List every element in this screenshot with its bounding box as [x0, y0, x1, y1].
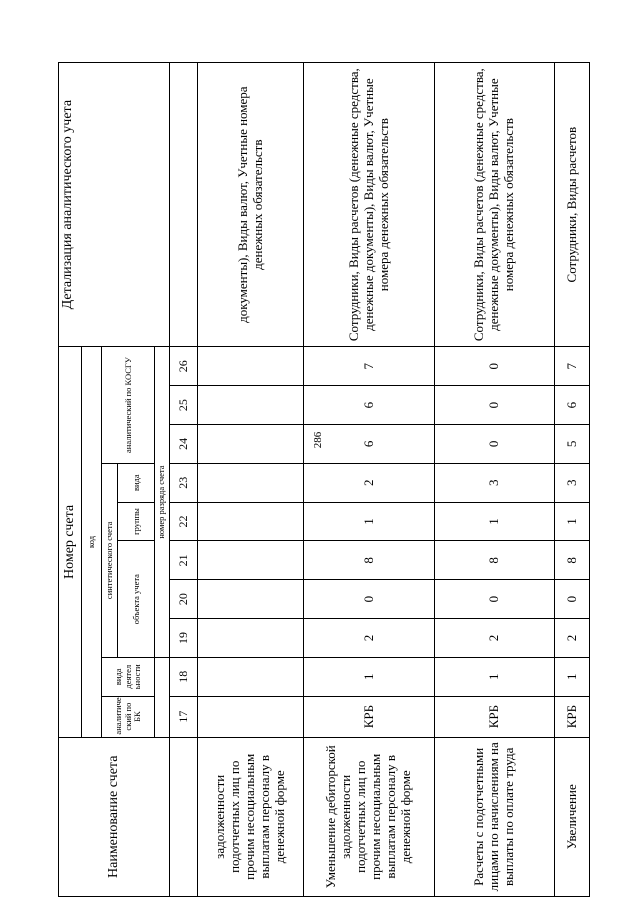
digit-col-17: 17	[169, 696, 198, 737]
table-row	[303, 63, 434, 897]
digit-col-26: 26	[169, 347, 198, 386]
digit-col-19: 19	[169, 619, 198, 658]
digit-col-20: 20	[169, 580, 198, 619]
table-row	[555, 63, 590, 897]
header-synthetic: синтетического счета	[102, 463, 118, 657]
detail-cell: Сотрудники, Виды расчетов	[555, 63, 590, 347]
table-row	[435, 63, 555, 897]
value-cell	[198, 502, 304, 541]
value-cell: 8	[303, 541, 434, 580]
value-cell: 0	[435, 424, 555, 463]
value-cell	[198, 657, 304, 696]
value-cell: 1	[435, 657, 555, 696]
value-cell: 5	[555, 424, 590, 463]
value-cell: КРБ	[303, 696, 434, 737]
value-cell: 1	[303, 502, 434, 541]
header-code: код	[81, 347, 102, 737]
value-cell	[198, 463, 304, 502]
value-cell: 1	[555, 502, 590, 541]
value-cell: 1	[303, 657, 434, 696]
value-cell: 0	[555, 580, 590, 619]
value-cell	[198, 580, 304, 619]
value-cell	[198, 541, 304, 580]
digit-col-23: 23	[169, 463, 198, 502]
value-cell: 8	[555, 541, 590, 580]
value-cell: КРБ	[555, 696, 590, 737]
value-cell: 3	[435, 463, 555, 502]
value-cell: 0	[435, 347, 555, 386]
digit-col-24: 24	[169, 424, 198, 463]
header-activity-type: вида деятел ьности	[102, 657, 155, 696]
account-name-cell: Уменьшение дебиторской задолженности подотчетных лиц по прочим несоциальным выплатам персоналу в денежной форме	[303, 737, 434, 896]
account-name-cell: Расчеты с подотчетными лицами по начислениям на выплаты по оплате труда	[435, 737, 555, 896]
digit-col-25: 25	[169, 386, 198, 425]
value-cell: 7	[555, 347, 590, 386]
value-cell	[198, 386, 304, 425]
header-group: группы	[118, 502, 155, 541]
table-row	[198, 63, 304, 897]
value-cell: 0	[435, 386, 555, 425]
account-name-cell: Увеличение	[555, 737, 590, 896]
col-number-row-blank	[169, 63, 198, 347]
value-cell	[198, 619, 304, 658]
value-cell: 8	[435, 541, 555, 580]
detail-cell: Сотрудники, Виды расчетов (денежные средства, денежные документы), Виды валют, Учетные номера денежных обязательств	[435, 63, 555, 347]
rotated-table-container	[58, 62, 590, 897]
detail-cell: документы), Виды валют, Учетные номера денежных обязательств	[198, 63, 304, 347]
value-cell: 3	[555, 463, 590, 502]
header-account-object: объекта учета	[118, 541, 155, 657]
value-cell: 0	[435, 580, 555, 619]
page-number: 286	[312, 431, 324, 449]
digit-col-18: 18	[169, 657, 198, 696]
value-cell: 7	[303, 347, 434, 386]
value-cell: 2	[303, 619, 434, 658]
value-cell	[198, 696, 304, 737]
value-cell: 2	[435, 619, 555, 658]
value-cell: 2	[555, 619, 590, 658]
value-cell: 1	[435, 502, 555, 541]
header-analytic-detail: Детализация аналитического учета	[59, 63, 170, 347]
value-cell: КРБ	[435, 696, 555, 737]
digit-col-21: 21	[169, 541, 198, 580]
value-cell	[198, 347, 304, 386]
value-cell: 1	[555, 657, 590, 696]
digit-col-22: 22	[169, 502, 198, 541]
value-cell: 0	[303, 580, 434, 619]
value-cell: 6	[555, 386, 590, 425]
header-kind: вида	[118, 463, 155, 502]
header-digit-number: номер разряда счета	[155, 347, 169, 658]
value-cell: 6	[303, 386, 434, 425]
detail-cell: Сотрудники, Виды расчетов (денежные средства, денежные документы), Виды валют, Учетные номера денежных обязательств	[303, 63, 434, 347]
col-number-row-blank	[169, 737, 198, 896]
value-cell: 2	[303, 463, 434, 502]
header-account-name: Наименование счета	[59, 737, 170, 896]
value-cell	[198, 424, 304, 463]
account-name-cell: задолженности подотчетных лиц по прочим несоциальным выплатам персоналу в денежной форме	[198, 737, 304, 896]
accounts-table	[58, 62, 590, 897]
value-cell: 6	[303, 424, 434, 463]
header-analytic-kosgu: аналитический по КОСГУ	[102, 347, 155, 463]
header-account-number: Номер счета	[59, 347, 82, 737]
header-analytic-bk: аналитиче ский по БК	[102, 696, 155, 737]
